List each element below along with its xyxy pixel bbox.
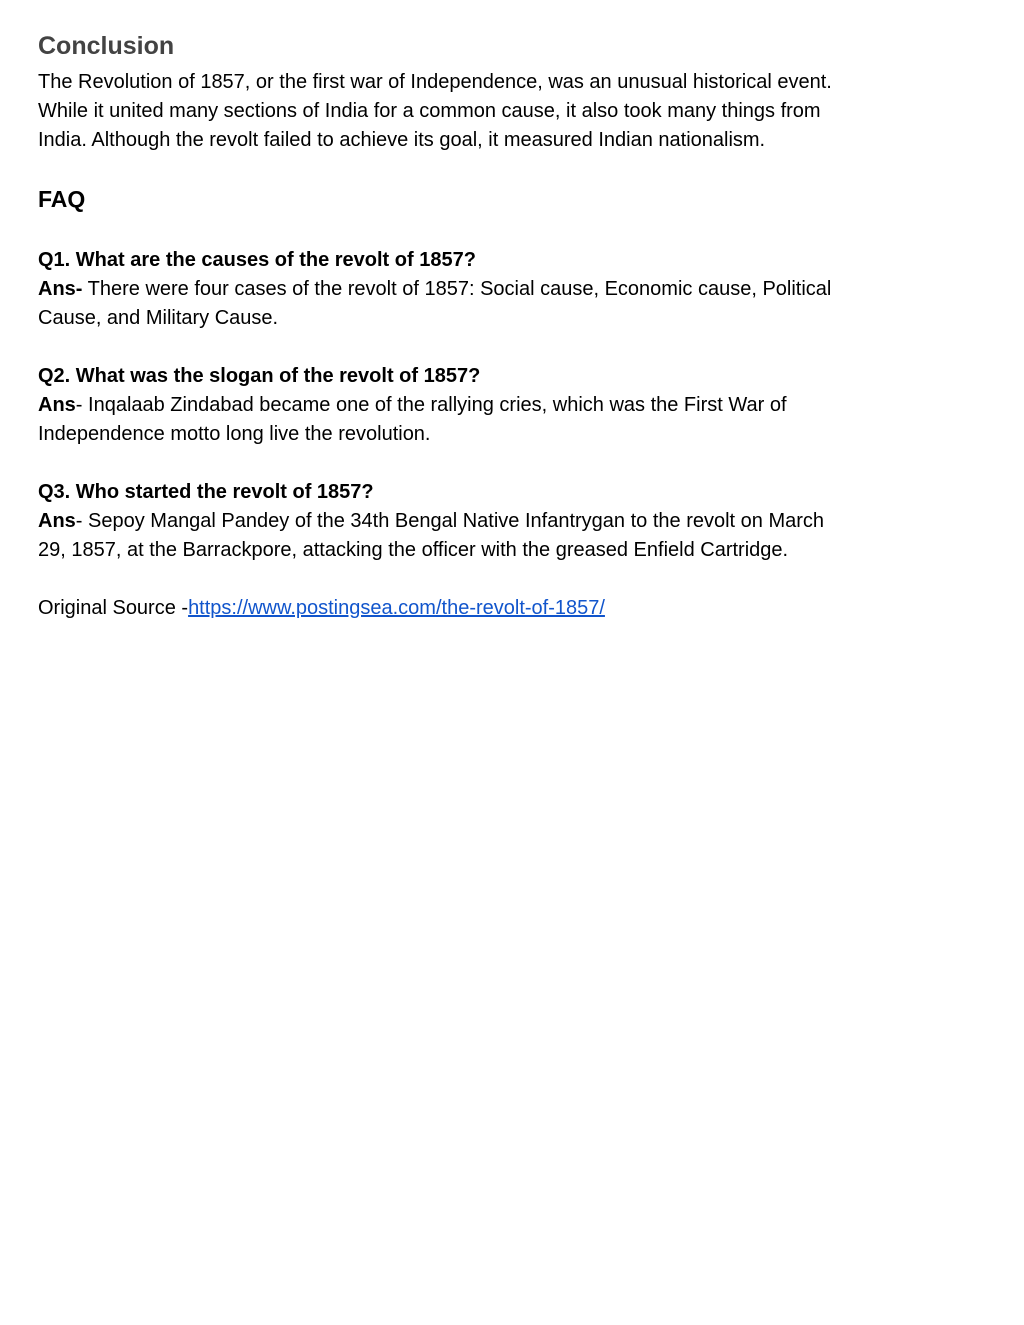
source-label: Original Source -: [38, 597, 189, 619]
answer-text: 29, 1857, at the Barrackpore, attacking the officer with the greased Enfield Cartridge.: [38, 539, 789, 561]
conclusion-heading: Conclusion: [38, 32, 175, 60]
conclusion-line: India. Although the revolt failed to achieve its goal, it measured Indian nationalism.: [38, 129, 766, 151]
answer-text: Independence motto long live the revolution.: [38, 423, 431, 445]
conclusion-paragraph: [38, 68, 938, 155]
faq-item: [38, 246, 938, 333]
faq-item: [38, 478, 938, 565]
answer-label: Ans-: [38, 278, 83, 300]
answer-text: There were four cases of the revolt of 1857: Social cause, Economic cause, Political: [82, 278, 832, 300]
faq-answer: [38, 391, 938, 449]
faq-question: Q2. What was the slogan of the revolt of 1857?: [38, 365, 481, 387]
answer-text: - Inqalaab Zindabad became one of the rallying cries, which was the First War of: [75, 394, 787, 416]
answer-label: Ans: [38, 510, 76, 532]
source-link[interactable]: https://www.postingsea.com/the-revolt-of-1857/: [188, 597, 605, 619]
answer-text: Cause, and Military Cause.: [38, 307, 279, 329]
conclusion-line: While it united many sections of India for a common cause, it also took many things from: [38, 100, 821, 122]
faq-item: [38, 362, 938, 449]
faq-heading: FAQ: [38, 186, 86, 212]
document-page: [38, 28, 938, 623]
answer-text: - Sepoy Mangal Pandey of the 34th Bengal Native Infantrygan to the revolt on March: [75, 510, 825, 532]
faq-question: Q1. What are the causes of the revolt of 1857?: [38, 249, 476, 271]
faq-question: Q3. Who started the revolt of 1857?: [38, 481, 374, 503]
answer-label: Ans: [38, 394, 76, 416]
faq-answer: [38, 275, 938, 333]
original-source: [38, 594, 938, 623]
faq-answer: [38, 507, 938, 565]
conclusion-line: The Revolution of 1857, or the first war of Independence, was an unusual historical event.: [38, 71, 832, 93]
